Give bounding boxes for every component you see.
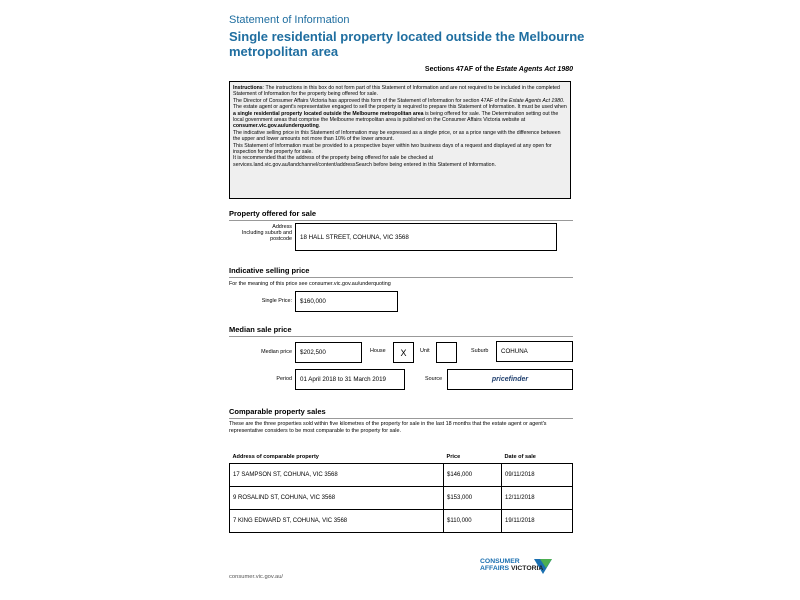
instructions-p3e: . [318, 123, 321, 130]
unit-checkbox[interactable] [436, 342, 457, 363]
address-field[interactable]: 18 HALL STREET, COHUNA, VIC 3568 [295, 223, 557, 251]
logo-line1: CONSUMER [480, 558, 520, 565]
table-row [230, 487, 573, 510]
logo-line2a: AFFAIRS [480, 565, 511, 572]
source-field[interactable] [447, 369, 573, 390]
median-divider [229, 336, 573, 337]
instructions-p1: : The instructions in this box do not form part of this Statement of Information and are not required to be included in the completed Statement of Information for the property being offered for sale. [233, 85, 560, 98]
document-subtitle: Statement of Information [229, 14, 350, 26]
median-price-label: Median price [261, 349, 292, 355]
comparable-address: 7 KING EDWARD ST, COHUNA, VIC 3568 [230, 510, 444, 533]
instructions-p2a: The Director of Consumer Affairs Victoria has approved this form of the Statement of Information for section 47AF of the [233, 97, 510, 104]
instructions-p4: The indicative selling price in this Statement of Information may be expressed as a single price, or as a price range with the difference between the upper and lower amounts not more than 10% of the lower amount. [233, 129, 561, 143]
address-sublabel: Including suburb and postcode [241, 230, 292, 243]
comparable-price: $146,000 [444, 464, 502, 487]
instructions-p2b: Estate Agents Act 1980 [509, 97, 563, 104]
suburb-label: Suburb [471, 348, 489, 354]
instructions-p3b: a single residential property located outside the Melbourne metropolitan area [233, 110, 424, 117]
instructions-p3d[interactable]: consumer.vic.gov.au/underquoting [233, 123, 319, 130]
period-label: Period [276, 376, 292, 382]
comparable-heading: Comparable property sales [229, 407, 326, 416]
property-divider [229, 220, 573, 221]
comparable-address: 17 SAMPSON ST, COHUNA, VIC 3568 [230, 464, 444, 487]
col-date-header: Date of sale [502, 450, 573, 464]
indicative-heading: Indicative selling price [229, 266, 310, 275]
instructions-p6: It is recommended that the address of the property being offered for sale be checked at services.land.vic.gov.au/landchannel/content/addressSearch before being entered in this Statement of Information. [233, 155, 496, 168]
comparable-description: These are the three properties sold within five kilometres of the property for sale in the last 18 months that the estate agent or agent's representative considers to be most comparable to the property for sale. [229, 421, 547, 434]
house-checkbox[interactable]: X [393, 342, 414, 363]
house-label: House [370, 348, 386, 354]
comparable-price: $110,000 [444, 510, 502, 533]
col-price-header: Price [444, 450, 502, 464]
consumer-affairs-victoria-logo [478, 556, 578, 578]
table-row [230, 510, 573, 533]
comparable-price: $153,000 [444, 487, 502, 510]
indicative-note: For the meaning of this price see consumer.vic.gov.au/underquoting [229, 281, 391, 287]
instructions-p5: This Statement of Information must be provided to a prospective buyer within two business days of a request and displayed at any open for inspection for the property for sale. [233, 142, 552, 156]
address-label-group [226, 224, 292, 243]
indicative-divider [229, 277, 573, 278]
comparable-date: 09/11/2018 [502, 464, 573, 487]
sections-reference [229, 66, 573, 73]
instructions-p2c: . [562, 97, 565, 104]
comparable-date: 12/11/2018 [502, 487, 573, 510]
address-label: Address [272, 224, 292, 230]
comparable-date: 19/11/2018 [502, 510, 573, 533]
sections-prefix: Sections 47AF of the [424, 66, 497, 73]
unit-label: Unit [420, 348, 430, 354]
comparable-address: 9 ROSALIND ST, COHUNA, VIC 3568 [230, 487, 444, 510]
comparable-divider [229, 418, 573, 419]
pricefinder-logo: pricefinder [491, 376, 529, 383]
median-price-field[interactable]: $202,500 [295, 342, 362, 363]
logo-line2 [480, 565, 543, 572]
instructions-p3c: is being offered for sale. The Determination setting out the local government areas that comprise the Melbourne metropolitan area is published on the Consumer Affairs Victoria website at [233, 110, 559, 124]
table-row [230, 464, 573, 487]
sections-act: Estate Agents Act 1980 [496, 66, 573, 73]
source-label: Source [425, 376, 443, 382]
comparable-table [229, 450, 573, 533]
col-address-header: Address of comparable property [230, 450, 444, 464]
period-field[interactable]: 01 April 2018 to 31 March 2019 [295, 369, 405, 390]
document-title: Single residential property located outside the Melbourne metropolitan area [229, 29, 585, 59]
instructions-p3a: The estate agent or agent's representative engaged to sell the property is required to prepare this Statement of Information. It must be used when [233, 104, 567, 111]
single-price-label: Single Price: [261, 298, 292, 304]
instructions-label: Instructions [233, 85, 263, 91]
single-price-field[interactable]: $160,000 [295, 291, 398, 312]
logo-line2b: VICTORIA [510, 565, 544, 572]
property-heading: Property offered for sale [229, 209, 317, 218]
footer-url[interactable]: consumer.vic.gov.au/ [229, 574, 284, 580]
instructions-box [229, 81, 571, 199]
suburb-field[interactable]: COHUNA [496, 341, 573, 362]
median-heading: Median sale price [229, 325, 292, 334]
comparable-header-row [230, 450, 573, 464]
